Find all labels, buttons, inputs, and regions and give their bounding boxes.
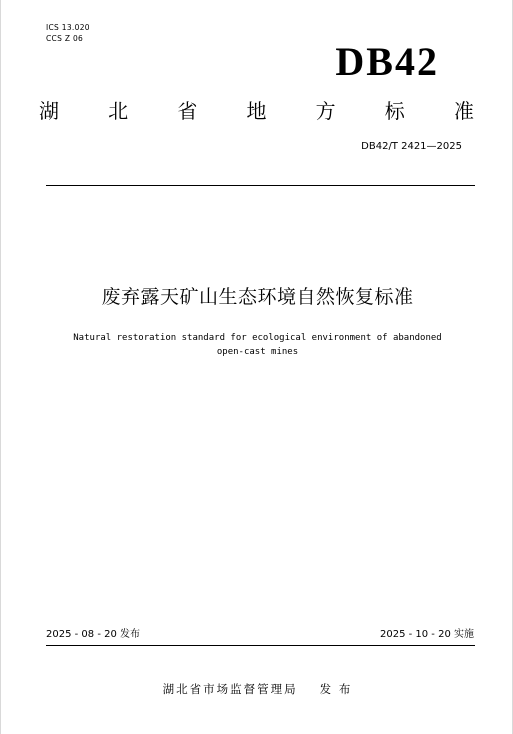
- standard-type-char: 准: [453, 99, 474, 123]
- implementation-date: 2025 - 10 - 20 实施: [379, 629, 474, 640]
- english-title-line: Natural restoration standard for ecological environment of abandoned: [73, 333, 442, 343]
- standard-type-char: 省: [177, 99, 198, 123]
- document-title-chinese: 废弃露天矿山生态环境自然恢复标准: [101, 286, 414, 308]
- standard-type-char: 地: [246, 99, 267, 123]
- english-title-line: open-cast mines: [216, 347, 299, 357]
- bottom-divider: [46, 645, 475, 646]
- standard-type-char: 方: [315, 99, 336, 123]
- standard-type-char: 湖: [39, 99, 59, 123]
- standard-type-heading: [39, 98, 474, 124]
- ccs-code: CCS Z 06: [46, 34, 84, 43]
- issuer-name: 湖北省市场监督管理局: [162, 682, 298, 696]
- db42-logo: DB42: [335, 39, 439, 84]
- standard-number: DB42/T 2421—2025: [361, 141, 462, 152]
- document-title-english: [21, 331, 494, 359]
- issuing-authority: [1, 681, 513, 697]
- standard-type-char: 北: [108, 99, 129, 123]
- issuer-action: 发 布: [319, 682, 353, 696]
- standard-type-char: 标: [384, 99, 405, 123]
- issue-date: 2025 - 08 - 20 发布: [46, 629, 141, 640]
- ics-code: ICS 13.020: [46, 23, 90, 32]
- classification-codes: [46, 22, 90, 44]
- top-divider: [46, 185, 475, 186]
